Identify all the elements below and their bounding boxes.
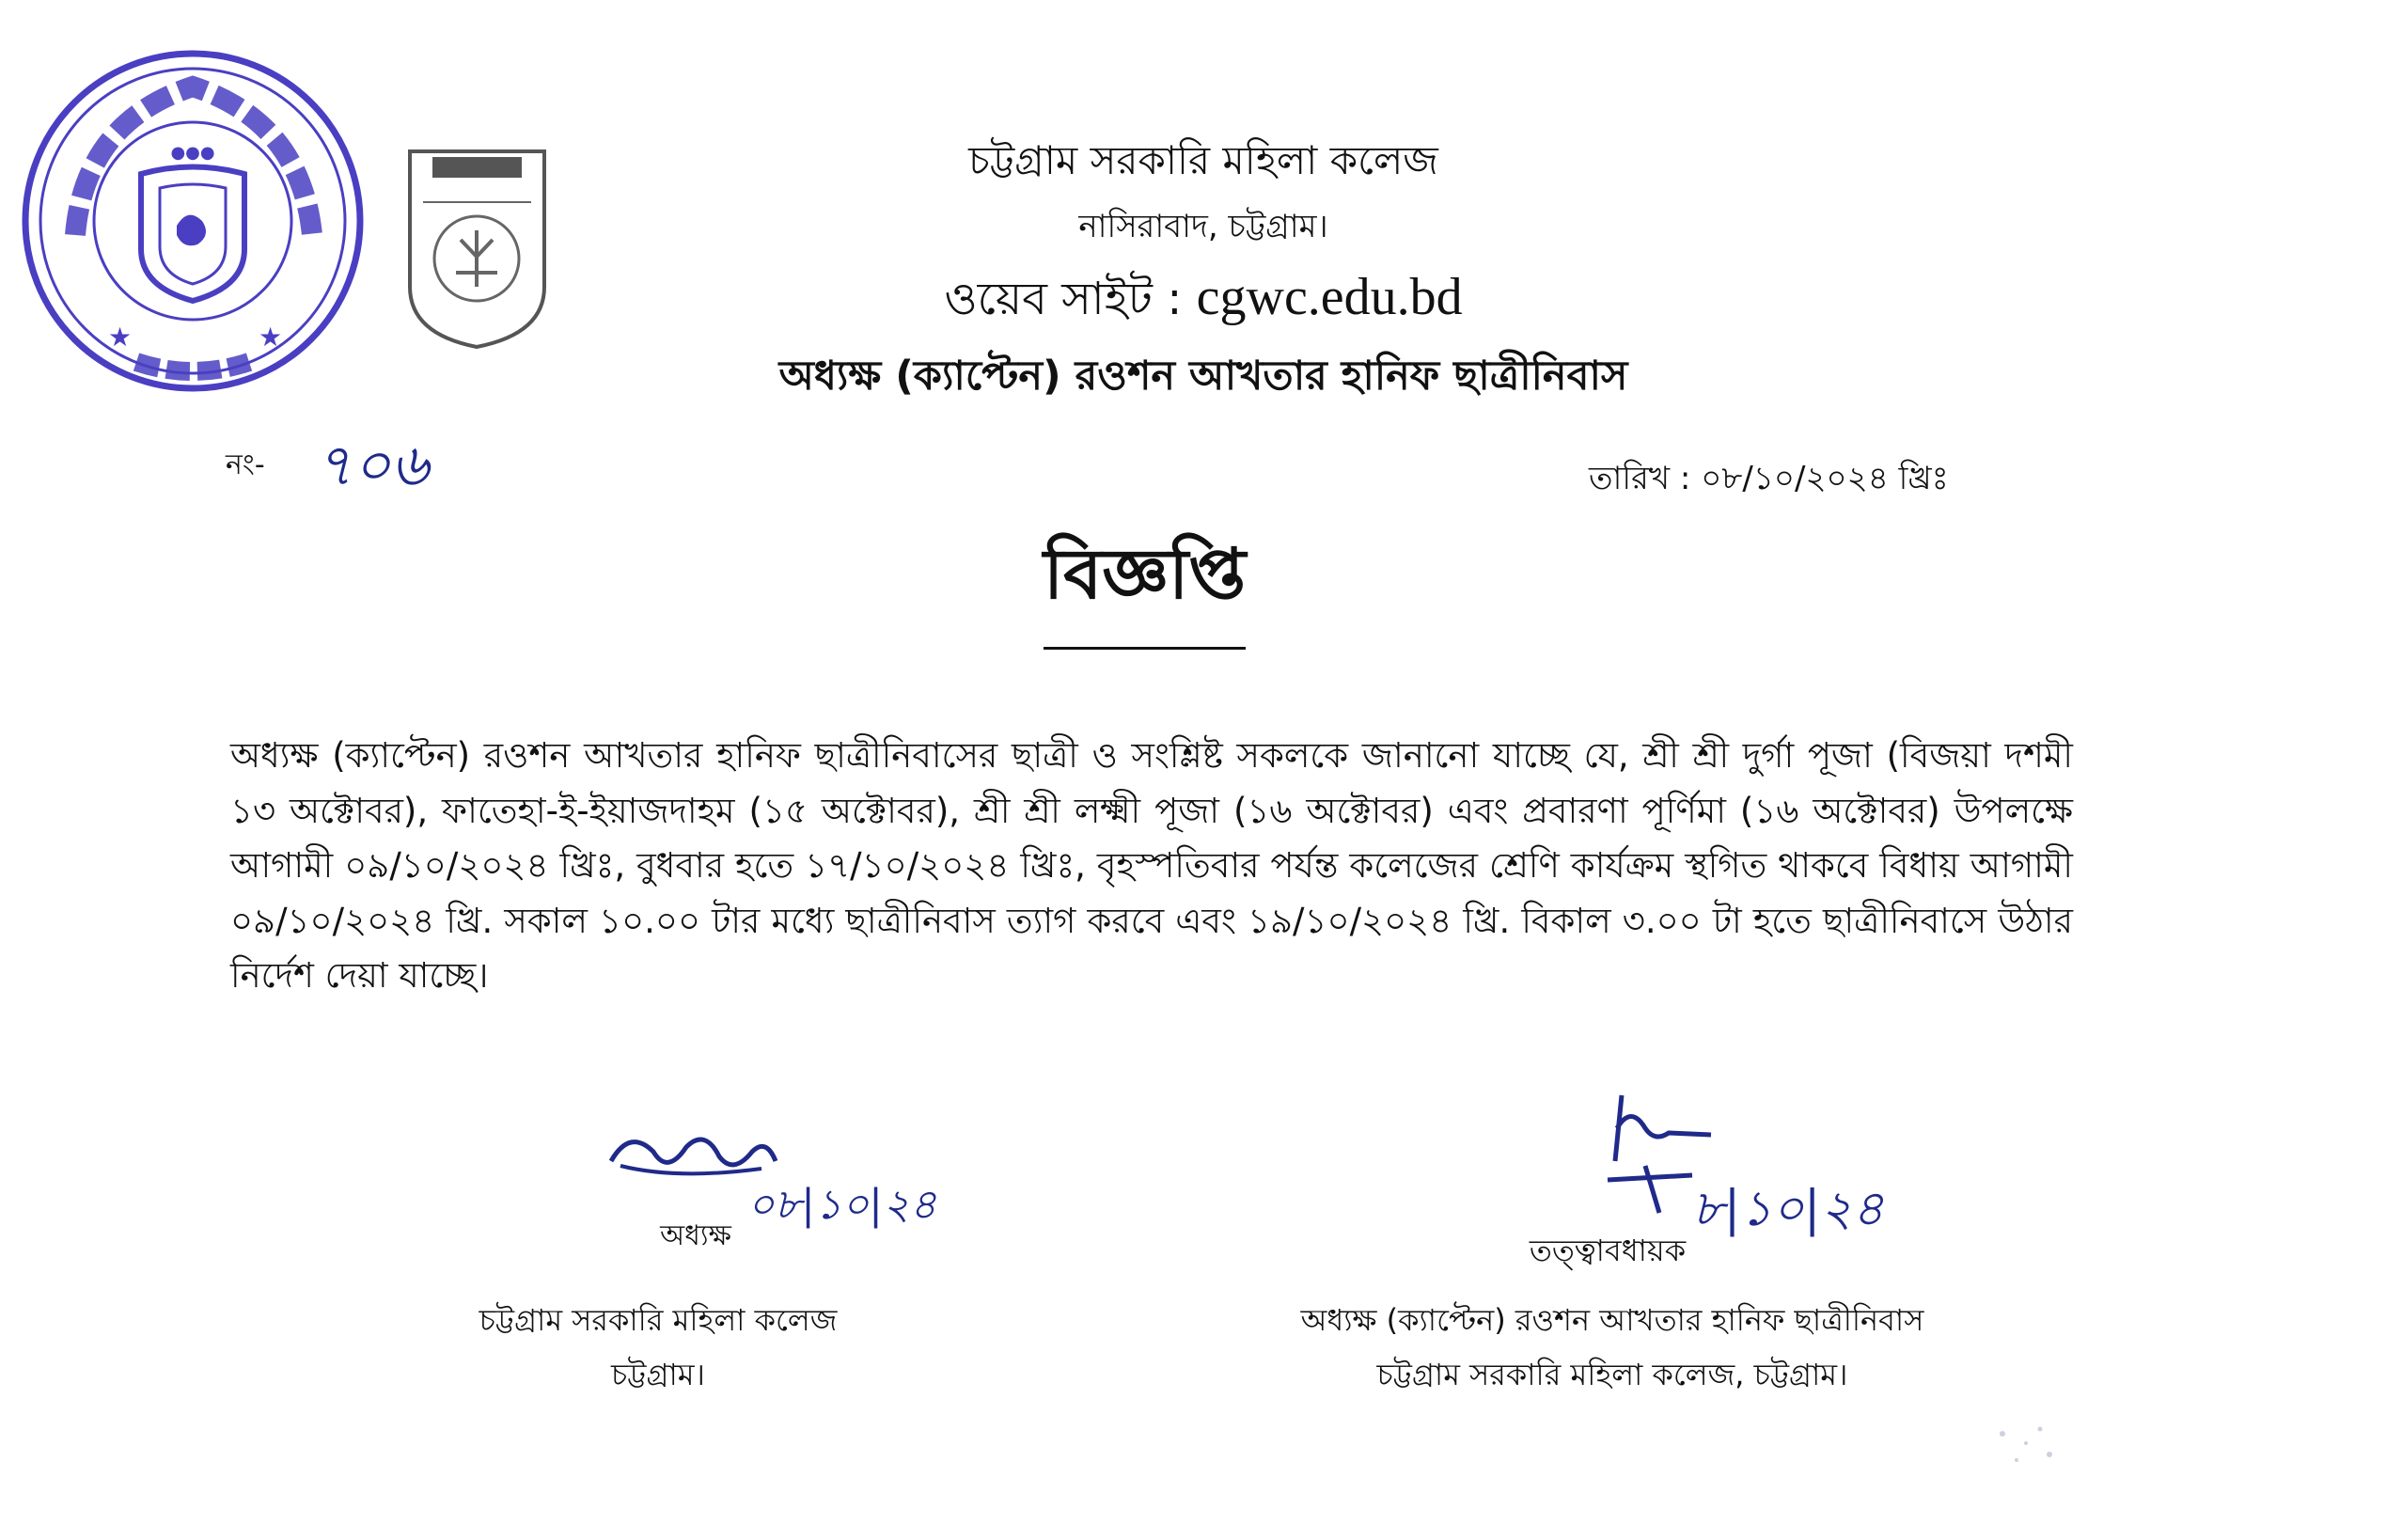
college-logo [404,146,550,351]
website-url: cgwc.edu.bd [1196,268,1463,326]
svg-text:★: ★ [108,322,133,353]
principal-signature-date: ০৮|১০|২৪ [747,1181,937,1229]
hall-name: অধ্যক্ষ (ক্যাপ্টেন) রওশন আখতার হানিফ ছাত্রীনিবাস [778,353,1628,400]
issue-date: তারিখ : ০৮/১০/২০২৪ খ্রিঃ [1589,460,1949,497]
notice-body: অধ্যক্ষ (ক্যাপ্টেন) রওশন আখতার হানিফ ছাত্রীনিবাসের ছাত্রী ও সংশ্লিষ্ট সকলকে জানানো যাচ্ছে যে, শ্রী শ্রী দুর্গা পূজা (বিজয়া দশমী ১৩ অক্টোবর), ফাতেহা-ই-ইয়াজদাহম (১৫ অক্টোবর), শ্রী শ্রী লক্ষ্মী পূজা (১৬ অক্টোবর) এবং প্রবারণা পূর্ণিমা (১৬ অক্টোবর) উপলক্ষে আগামী ০৯/১০/২০২৪ খ্রিঃ, বুধবার হতে ১৭/১০/২০২৪ খ্রিঃ, বৃহস্পতিবার পর্যন্ত কলেজের শ্রেণি কার্যক্রম স্থগিত থাকবে বিধায় আগামী ০৯/১০/২০২৪ খ্রি. সকাল ১০.০০ টার মধ্যে ছাত্রীনিবাস ত্যাগ করবে এবং ১৯/১০/২০২৪ খ্রি. বিকাল ৩.০০ টা হতে ছাত্রীনিবাসে উঠার নির্দেশ দেয়া যাচ্ছে। [230,735,2073,996]
supervisor-signature-date: ৮|১০|২৪ [1692,1181,1884,1237]
svg-text:●●●: ●●● [170,143,215,163]
supervisor-office-line1: অধ্যক্ষ (ক্যাপ্টেন) রওশন আখতার হানিফ ছাত্রীনিবাস [1300,1302,1924,1338]
principal-office [395,1293,921,1402]
principal-title: অধ্যক্ষ [660,1219,731,1252]
college-round-seal [19,47,367,395]
principal-office-line2: চট্টগ্রাম। [611,1357,705,1392]
notice-title: বিজ্ঞপ্তি [1044,522,1246,650]
reference-label: নং- [226,448,265,481]
supervisor-office [1128,1293,2096,1402]
svg-text:★: ★ [259,322,283,353]
reference-number-handwritten: ৭০৬ [315,431,429,499]
college-address: নাসিরাবাদ, চট্টগ্রাম। [1078,208,1328,245]
college-name: চট্টগ্রাম সরকারি মহিলা কলেজ [968,137,1438,183]
principal-office-line1: চট্টগ্রাম সরকারি মহিলা কলেজ [479,1302,838,1338]
website-label: ওয়েব সাইট : [944,273,1197,325]
website-line [658,265,1749,339]
scan-speckle [1984,1415,2068,1471]
supervisor-title: তত্ত্বাবধায়ক [1529,1233,1687,1268]
supervisor-office-line2: চট্টগ্রাম সরকারি মহিলা কলেজ, চট্টগ্রাম। [1376,1357,1848,1392]
